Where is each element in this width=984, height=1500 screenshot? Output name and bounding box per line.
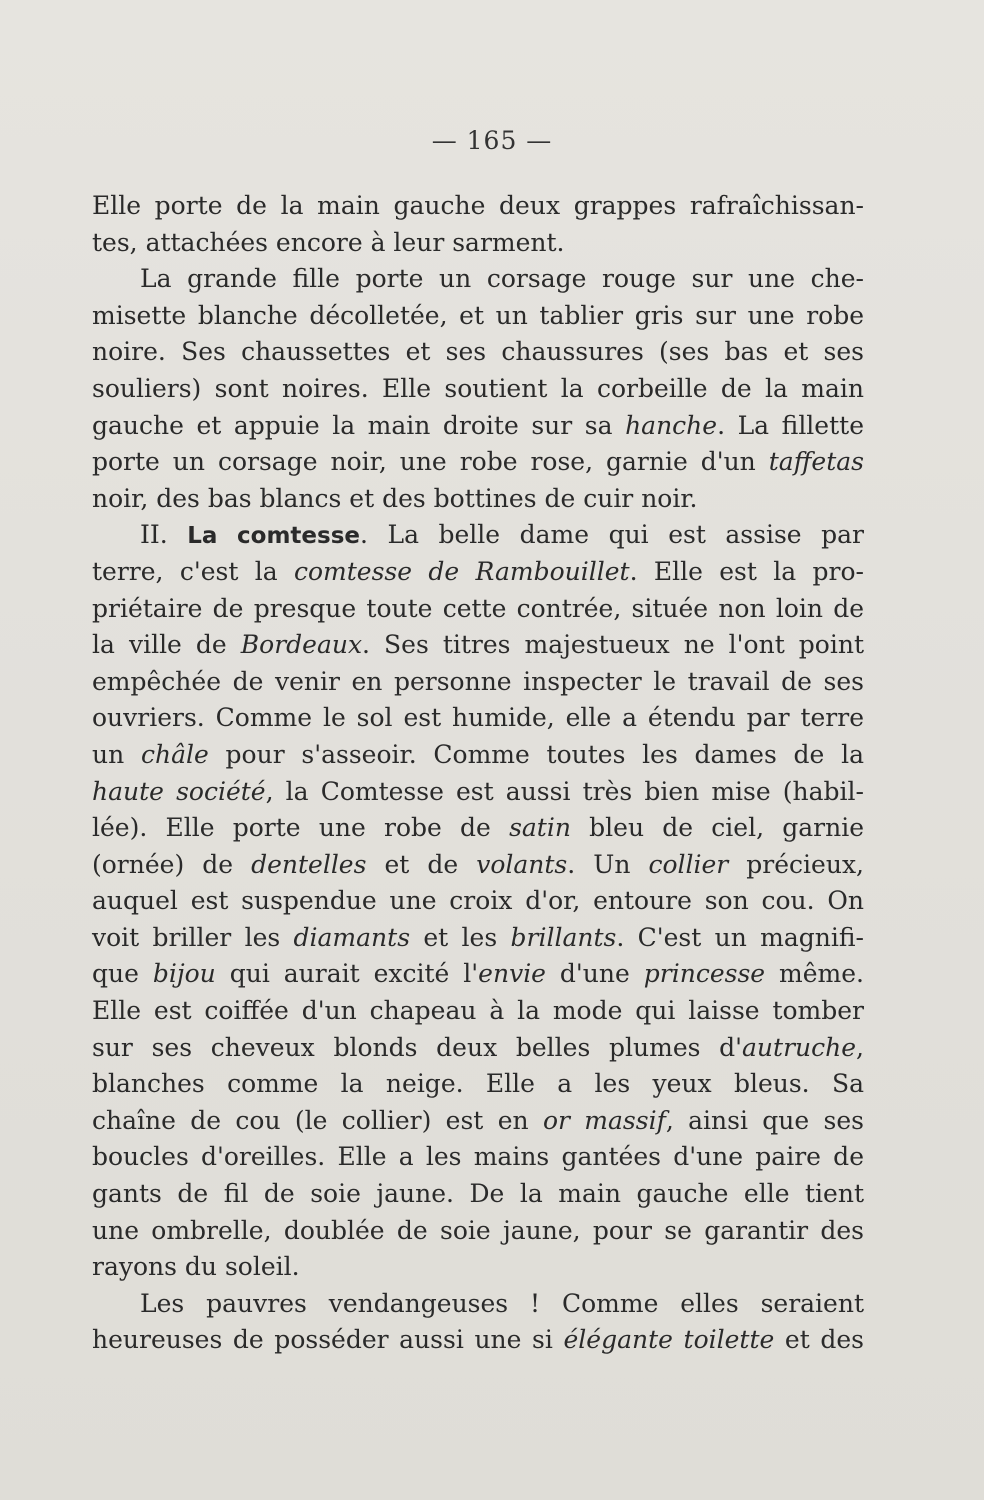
- page-number: — 165 —: [431, 126, 553, 155]
- text-line: [92, 1139, 864, 1176]
- text-segment: La grande fille porte un corsage rouge sur une che-: [140, 264, 864, 294]
- text-line: [92, 883, 864, 920]
- text-segment: et les: [410, 922, 511, 952]
- italic-term: châle: [140, 739, 209, 769]
- text-segment: une ombrelle, doublée de soie jaune, pour se garantir des: [92, 1215, 864, 1245]
- italic-term: hanche: [625, 410, 718, 440]
- text-line: [92, 1030, 864, 1067]
- text-line: [92, 188, 864, 225]
- text-segment: voit briller les: [92, 922, 294, 952]
- text-line: [92, 737, 864, 774]
- italic-term: diamants: [293, 922, 411, 952]
- text-segment: chaîne de cou (le collier) est en: [92, 1105, 543, 1135]
- italic-term: bijou: [152, 959, 216, 989]
- text-segment: gants de fil de soie jaune. De la main gauche elle tient: [92, 1179, 864, 1209]
- text-line: [92, 334, 864, 371]
- text-segment: . Ses titres majestueux ne l'ont point: [362, 630, 864, 660]
- text-segment: et des: [774, 1325, 864, 1355]
- text-segment: précieux,: [728, 849, 864, 879]
- italic-term: collier: [648, 849, 729, 879]
- text-line: [92, 261, 864, 298]
- italic-term: volants: [476, 849, 568, 879]
- text-segment: . Elle est la pro-: [629, 556, 864, 586]
- text-line: [92, 371, 864, 408]
- italic-term: haute société: [92, 776, 266, 806]
- text-segment: , ainsi que ses: [665, 1105, 865, 1135]
- text-line: [92, 1286, 864, 1323]
- text-line: [92, 1213, 864, 1250]
- text-line: [92, 1322, 864, 1359]
- text-line: [92, 1066, 864, 1103]
- text-segment: Les pauvres vendangeuses ! Comme elles seraient: [140, 1288, 864, 1318]
- text-segment: heureuses de posséder aussi une si: [92, 1325, 564, 1355]
- text-segment: II.: [140, 520, 188, 550]
- text-segment: Elle est coiffée d'un chapeau à la mode qui laisse tomber: [92, 996, 864, 1026]
- text-segment: auquel est suspendue une croix d'or, entoure son cou. On: [92, 886, 864, 916]
- text-segment: misette blanche décolletée, et un tablier gris sur une robe: [92, 300, 864, 330]
- italic-term: satin: [509, 813, 571, 843]
- text-line: [92, 810, 864, 847]
- text-line: [92, 298, 864, 335]
- italic-term: princesse: [643, 959, 766, 989]
- text-segment: empêchée de venir en personne inspecter le travail de ses: [92, 666, 864, 696]
- text-segment: , la Comtesse est aussi très bien mise (habil-: [265, 776, 864, 806]
- italic-term: dentelles: [251, 849, 367, 879]
- text-line: [92, 627, 864, 664]
- text-segment: sur ses cheveux blonds deux belles plumes d': [92, 1032, 743, 1062]
- text-segment: ,: [856, 1032, 864, 1062]
- text-segment: lée). Elle porte une robe de: [92, 813, 510, 843]
- text-line: [92, 956, 864, 993]
- text-line: [92, 591, 864, 628]
- text-segment: terre, c'est la: [92, 556, 294, 586]
- italic-term: or massif: [542, 1105, 666, 1135]
- text-segment: pour s'asseoir. Comme toutes les dames de la: [208, 739, 864, 769]
- text-line: [92, 993, 864, 1030]
- text-segment: (ornée) de: [92, 849, 252, 879]
- text-line: [92, 444, 864, 481]
- text-segment: noire. Ses chaussettes et ses chaussures (ses bas et ses: [92, 337, 864, 367]
- text-line: [92, 225, 864, 262]
- text-segment: d'une: [545, 959, 644, 989]
- text-segment: noir, des bas blancs et des bottines de cuir noir.: [92, 483, 698, 513]
- text-line: [92, 920, 864, 957]
- italic-term: envie: [478, 959, 546, 989]
- text-line: [92, 481, 864, 518]
- text-segment: et de: [366, 849, 477, 879]
- text-line: [92, 554, 864, 591]
- text-segment: . Un: [567, 849, 649, 879]
- text-line: [92, 517, 864, 554]
- text-segment: même.: [765, 959, 864, 989]
- text-segment: blanches comme la neige. Elle a les yeux bleus. Sa: [92, 1069, 864, 1099]
- text-line: [92, 664, 864, 701]
- italic-term: élégante toilette: [563, 1325, 775, 1355]
- text-segment: qui aurait excité l': [215, 959, 479, 989]
- text-segment: gauche et appuie la main droite sur sa: [92, 410, 626, 440]
- text-line: [92, 700, 864, 737]
- text-line: [92, 774, 864, 811]
- text-segment: porte un corsage noir, une robe rose, garnie d'un: [92, 447, 769, 477]
- text-line: [92, 1249, 864, 1286]
- text-segment: boucles d'oreilles. Elle a les mains gantées d'une paire de: [92, 1142, 864, 1172]
- text-line: [92, 847, 864, 884]
- text-line: [92, 1103, 864, 1140]
- text-segment: priétaire de presque toute cette contrée, située non loin de: [92, 593, 864, 623]
- text-segment: rayons du soleil.: [92, 1252, 300, 1282]
- text-line: [92, 408, 864, 445]
- text-segment: . La belle dame qui est assise par: [359, 520, 864, 550]
- italic-term: Bordeaux: [240, 630, 363, 660]
- text-segment: . C'est un magnifi-: [616, 922, 864, 952]
- text-segment: bleu de ciel, garnie: [570, 813, 864, 843]
- section-heading: La comtesse: [187, 523, 360, 550]
- italic-term: brillants: [510, 922, 617, 952]
- text-segment: que: [92, 959, 153, 989]
- italic-term: taffetas: [768, 447, 864, 477]
- body-text: [92, 188, 864, 1359]
- text-segment: . La fillette: [717, 410, 864, 440]
- text-segment: Elle porte de la main gauche deux grappes rafraîchissan-: [92, 191, 864, 220]
- text-line: [92, 1176, 864, 1213]
- text-segment: tes, attachées encore à leur sarment.: [92, 227, 565, 257]
- text-segment: un: [92, 739, 141, 769]
- text-segment: la ville de: [92, 630, 241, 660]
- italic-term: comtesse de Rambouillet: [294, 556, 630, 586]
- italic-term: autruche: [742, 1032, 857, 1062]
- text-segment: souliers) sont noires. Elle soutient la corbeille de la main: [92, 373, 864, 403]
- text-segment: ouvriers. Comme le sol est humide, elle a étendu par terre: [92, 703, 864, 733]
